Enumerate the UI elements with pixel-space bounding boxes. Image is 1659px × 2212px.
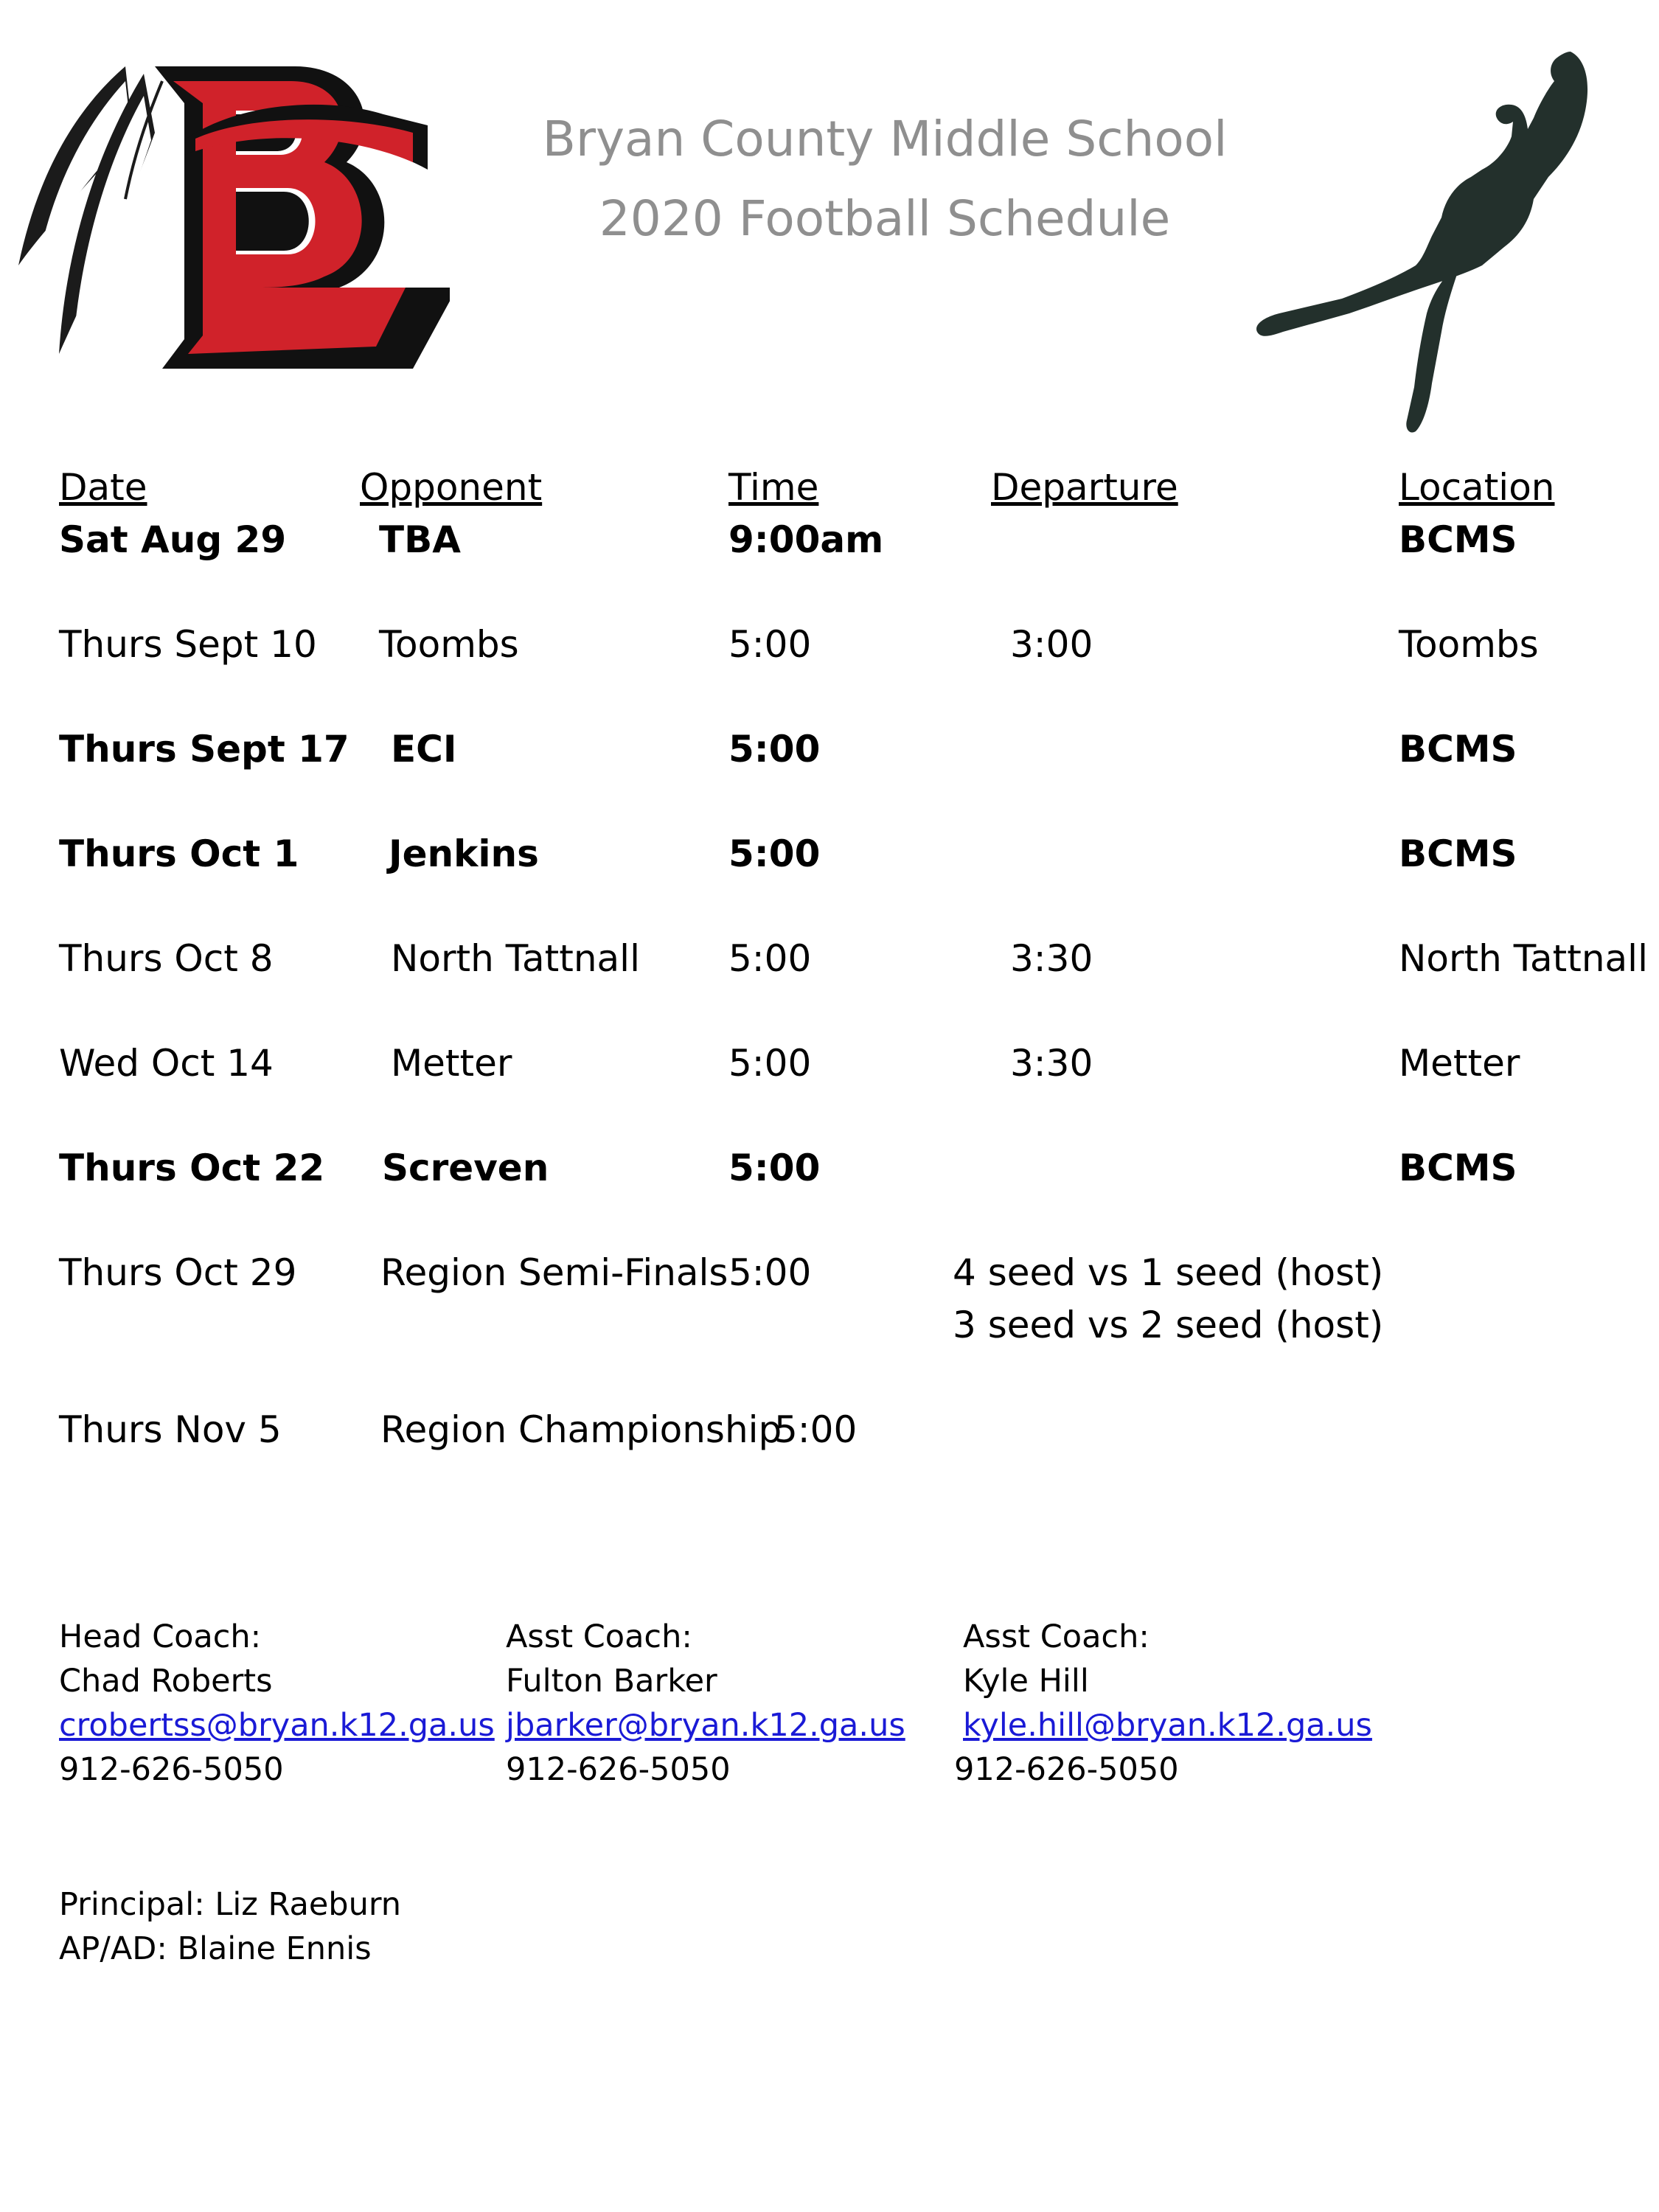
game-time: 5:00 <box>728 1147 821 1189</box>
game-location: Metter <box>1399 1042 1520 1085</box>
game-location: Toombs <box>1399 623 1539 666</box>
game-location: BCMS <box>1399 832 1517 875</box>
coach-role: Asst Coach: <box>963 1618 1150 1655</box>
col-header-departure: Departure <box>991 466 1178 509</box>
game-date: Thurs Oct 29 <box>59 1251 297 1294</box>
game-time: 5:00 <box>728 728 821 771</box>
coach-name: Chad Roberts <box>59 1663 273 1700</box>
col-header-location: Location <box>1399 466 1555 509</box>
game-opponent: Jenkins <box>389 832 539 875</box>
ap-ad-line: AP/AD: Blaine Ennis <box>59 1930 372 1967</box>
bc-logo <box>15 44 450 391</box>
game-opponent: Region Championship <box>380 1408 782 1451</box>
game-departure: 3:30 <box>1010 1042 1093 1085</box>
game-date: Thurs Nov 5 <box>59 1408 282 1451</box>
game-date: Thurs Oct 8 <box>59 937 274 980</box>
game-opponent: Toombs <box>379 623 519 666</box>
coach-email-link[interactable]: crobertss@bryan.k12.ga.us <box>59 1707 495 1744</box>
coach-role: Asst Coach: <box>506 1618 692 1655</box>
col-header-opponent: Opponent <box>360 466 543 509</box>
game-departure: 4 seed vs 1 seed (host) <box>953 1251 1384 1294</box>
game-time: 5:00 <box>728 832 821 875</box>
game-opponent: North Tattnall <box>391 937 640 980</box>
coach-phone: 912-626-5050 <box>506 1751 731 1788</box>
game-departure: 3:00 <box>1010 623 1093 666</box>
coach-phone: 912-626-5050 <box>954 1751 1179 1788</box>
game-departure: 3:30 <box>1010 937 1093 980</box>
game-departure-line2: 3 seed vs 2 seed (host) <box>953 1304 1384 1346</box>
game-date: Wed Oct 14 <box>59 1042 274 1085</box>
feather-icon <box>18 66 162 354</box>
coach-role: Head Coach: <box>59 1618 262 1655</box>
game-time: 9:00am <box>728 518 884 561</box>
school-name: Bryan County Middle School <box>542 111 1228 167</box>
game-opponent: ECI <box>391 728 457 771</box>
game-opponent: Region Semi-Finals <box>380 1251 728 1294</box>
game-time: 5:00 <box>728 1042 812 1085</box>
coach-email-link[interactable]: kyle.hill@bryan.k12.ga.us <box>963 1707 1372 1744</box>
coach-name: Fulton Barker <box>506 1663 717 1700</box>
game-date: Thurs Oct 1 <box>59 832 299 875</box>
principal-line: Principal: Liz Raeburn <box>59 1886 401 1923</box>
game-location: North Tattnall <box>1399 937 1648 980</box>
game-time: 5:00 <box>728 1251 812 1294</box>
schedule-title: 2020 Football Schedule <box>599 190 1171 247</box>
football-player-silhouette <box>1239 52 1600 435</box>
bc-monogram <box>155 66 450 369</box>
game-date: Thurs Sept 10 <box>59 623 317 666</box>
game-opponent: Metter <box>391 1042 512 1085</box>
game-date: Sat Aug 29 <box>59 518 287 561</box>
coach-phone: 912-626-5050 <box>59 1751 284 1788</box>
game-opponent: Screven <box>382 1147 549 1189</box>
coach-name: Kyle Hill <box>963 1663 1089 1700</box>
game-time: 5:00 <box>774 1408 858 1451</box>
game-time: 5:00 <box>728 623 812 666</box>
game-opponent: TBA <box>379 518 461 561</box>
game-location: BCMS <box>1399 518 1517 561</box>
game-date: Thurs Oct 22 <box>59 1147 325 1189</box>
col-header-date: Date <box>59 466 147 509</box>
col-header-time: Time <box>728 466 819 509</box>
game-location: BCMS <box>1399 1147 1517 1189</box>
coach-email-link[interactable]: jbarker@bryan.k12.ga.us <box>506 1707 905 1744</box>
game-time: 5:00 <box>728 937 812 980</box>
game-location: BCMS <box>1399 728 1517 771</box>
game-date: Thurs Sept 17 <box>59 728 349 771</box>
